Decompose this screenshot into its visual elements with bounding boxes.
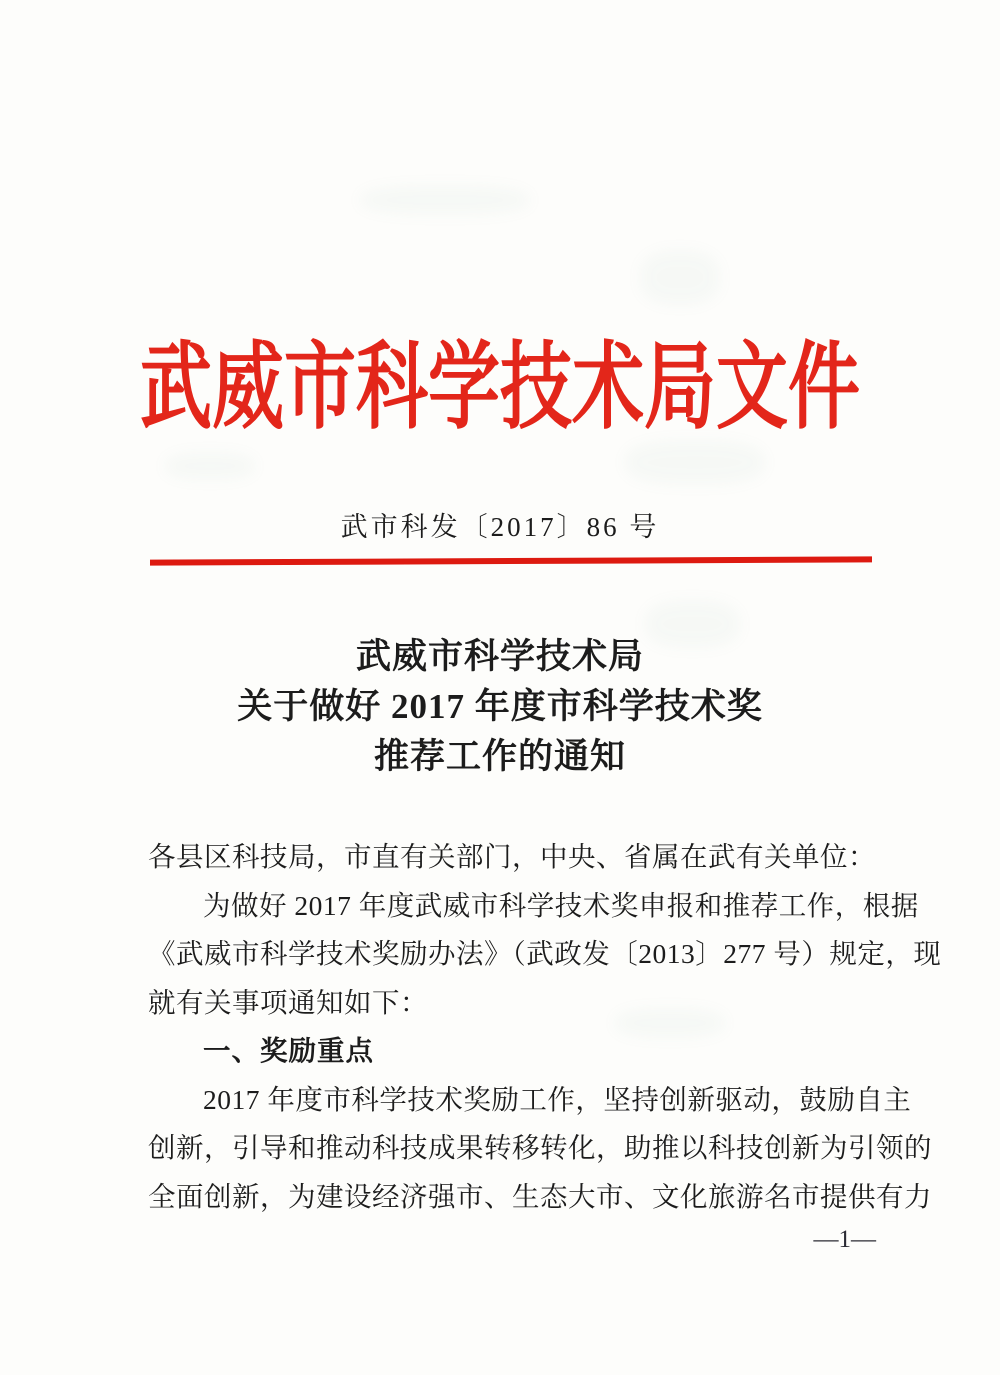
section-heading: 一、奖励重点 <box>203 1035 374 1066</box>
document-title <box>0 632 1000 782</box>
document-title-line: 关于做好 2017 年度市科学技术奖 <box>237 687 763 726</box>
bleed-through-artifact <box>360 185 530 215</box>
body-line: 全面创新，为建设经济强市、生态大市、文化旅游名市提供有力 <box>148 1180 932 1212</box>
document-title-line: 武威市科学技术局 <box>355 637 644 676</box>
body-line: 就有关事项通知如下： <box>148 986 428 1018</box>
body-line: 为做好 2017 年度武威市科学技术奖申报和推荐工作，根据 <box>203 889 919 921</box>
document-reference-number: 武市科发〔2017〕86 号 <box>340 512 660 542</box>
letterhead-banner-title: 武威市科学技术局文件 <box>139 335 860 441</box>
body-line: 2017 年度市科学技术奖励工作，坚持创新驱动，鼓励自主 <box>203 1083 912 1115</box>
bleed-through-artifact <box>640 250 720 305</box>
red-divider-line <box>150 556 872 565</box>
document-body <box>148 833 942 1221</box>
body-line: 创新，引导和推动科技成果转移转化，助推以科技创新为引领的 <box>148 1132 932 1163</box>
page-number: —1— <box>813 1226 876 1253</box>
body-line-salutation: 各县区科技局，市直有关部门，中央、省属在武有关单位： <box>148 841 876 872</box>
body-line: 《武威市科学技术奖励办法》（武政发〔2013〕277 号）规定，现 <box>148 938 942 969</box>
bleed-through-artifact <box>165 452 255 480</box>
document-title-line: 推荐工作的通知 <box>373 737 626 776</box>
